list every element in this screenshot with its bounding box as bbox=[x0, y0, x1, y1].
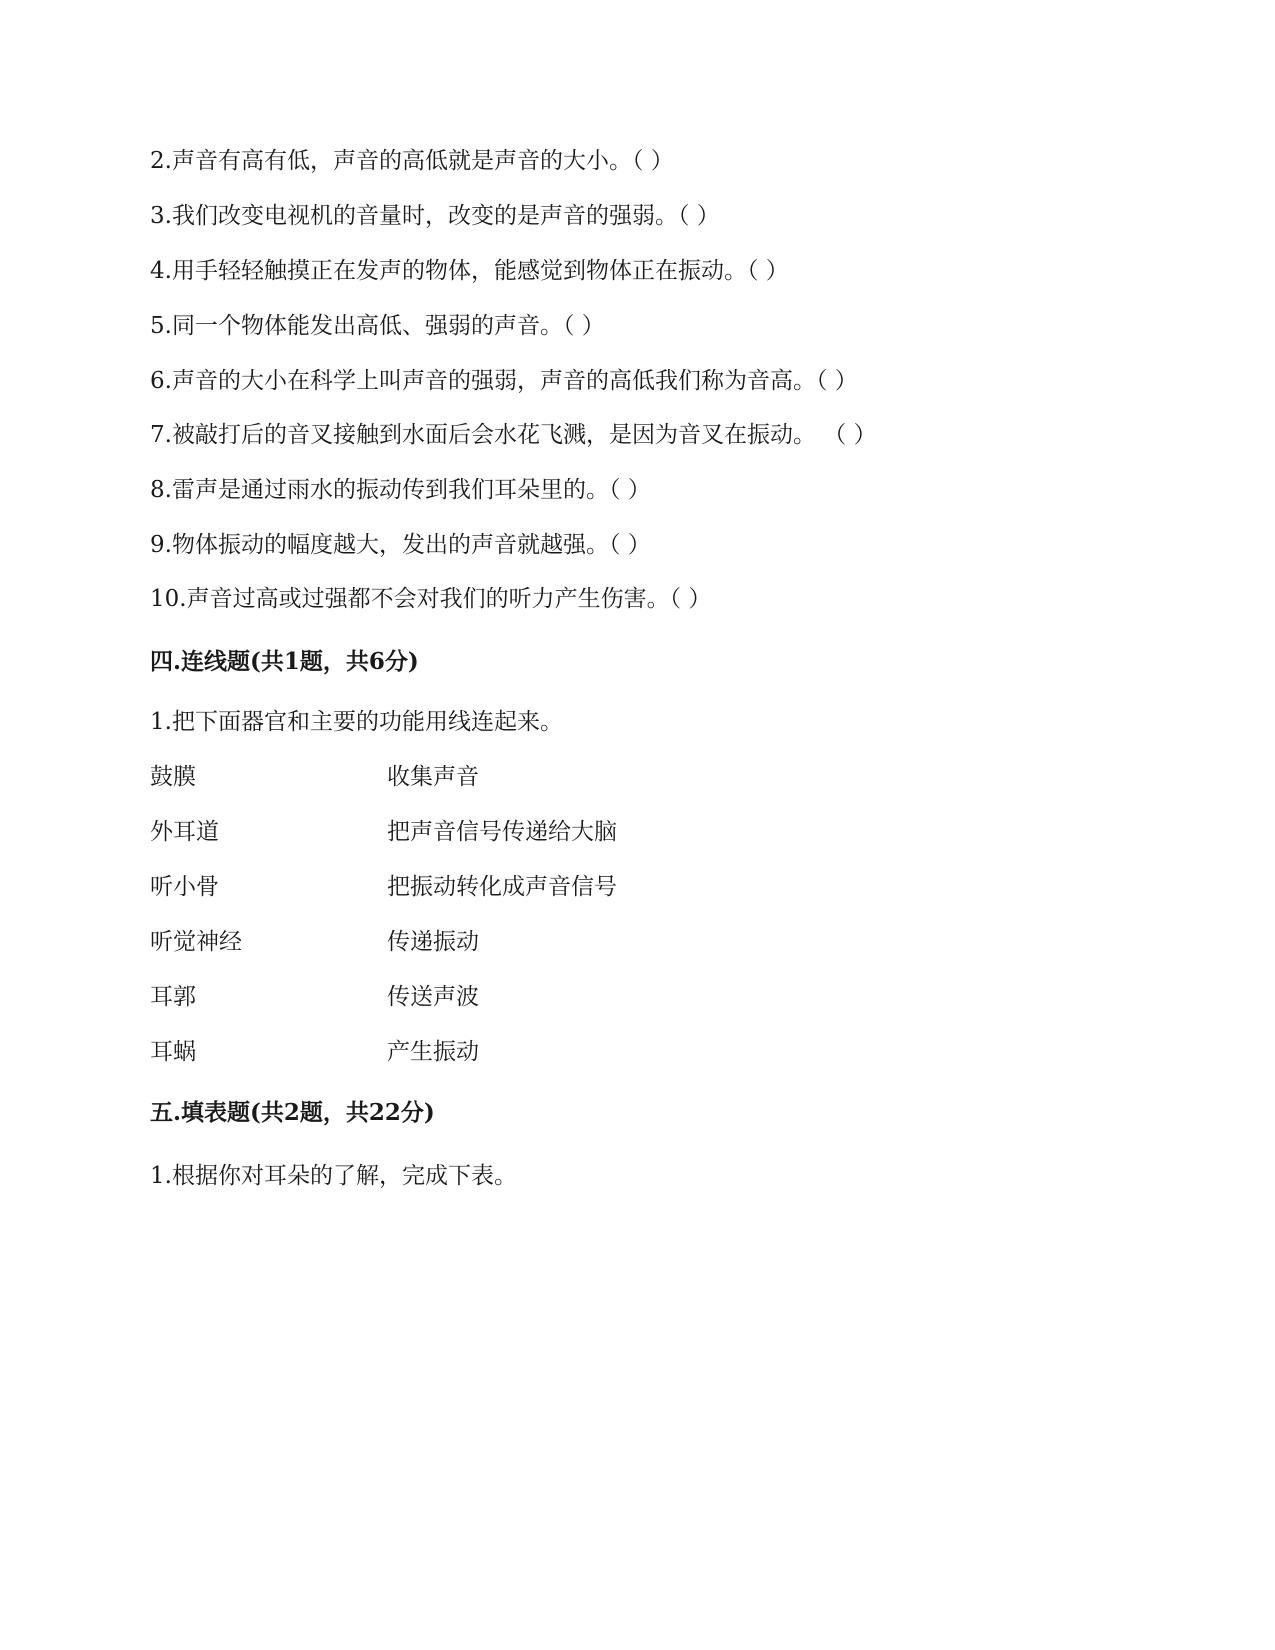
function-label: 把声音信号传递给大脑 bbox=[387, 819, 617, 845]
judgement-item-2: 2.声音有高有低，声音的高低就是声音的大小。（ ） bbox=[150, 148, 674, 174]
judgement-item-8: 8.雷声是通过雨水的振动传到我们耳朵里的。（ ） bbox=[150, 477, 651, 503]
organ-label: 耳蜗 bbox=[150, 1039, 196, 1065]
judgement-item-10: 10.声音过高或过强都不会对我们的听力产生伤害。（ ） bbox=[150, 586, 712, 612]
section-four-heading: 四.连线题(共1题，共6分) bbox=[150, 648, 419, 675]
organ-label: 外耳道 bbox=[150, 819, 219, 845]
function-label: 把振动转化成声音信号 bbox=[387, 874, 617, 900]
function-label: 产生振动 bbox=[387, 1039, 479, 1065]
function-label: 收集声音 bbox=[387, 764, 479, 790]
organ-label: 听觉神经 bbox=[150, 929, 242, 955]
section-five-heading: 五.填表题(共2题，共22分) bbox=[150, 1099, 435, 1126]
judgement-item-9: 9.物体振动的幅度越大，发出的声音就越强。（ ） bbox=[150, 532, 651, 558]
judgement-item-3: 3.我们改变电视机的音量时，改变的是声音的强弱。（ ） bbox=[150, 203, 720, 229]
organ-label: 鼓膜 bbox=[150, 764, 196, 790]
judgement-item-7: 7.被敲打后的音叉接触到水面后会水花飞溅，是因为音叉在振动。 （ ） bbox=[150, 422, 877, 448]
function-label: 传送声波 bbox=[387, 984, 479, 1010]
judgement-item-4: 4.用手轻轻触摸正在发声的物体，能感觉到物体正在振动。（ ） bbox=[150, 258, 789, 284]
organ-label: 耳郭 bbox=[150, 984, 196, 1010]
table-question: 1.根据你对耳朵的了解，完成下表。 bbox=[150, 1163, 517, 1189]
organ-label: 听小骨 bbox=[150, 874, 219, 900]
judgement-item-5: 5.同一个物体能发出高低、强弱的声音。（ ） bbox=[150, 313, 605, 339]
function-label: 传递振动 bbox=[387, 929, 479, 955]
matching-question: 1.把下面器官和主要的功能用线连起来。 bbox=[150, 709, 563, 735]
judgement-item-6: 6.声音的大小在科学上叫声音的强弱，声音的高低我们称为音高。（ ） bbox=[150, 368, 858, 394]
